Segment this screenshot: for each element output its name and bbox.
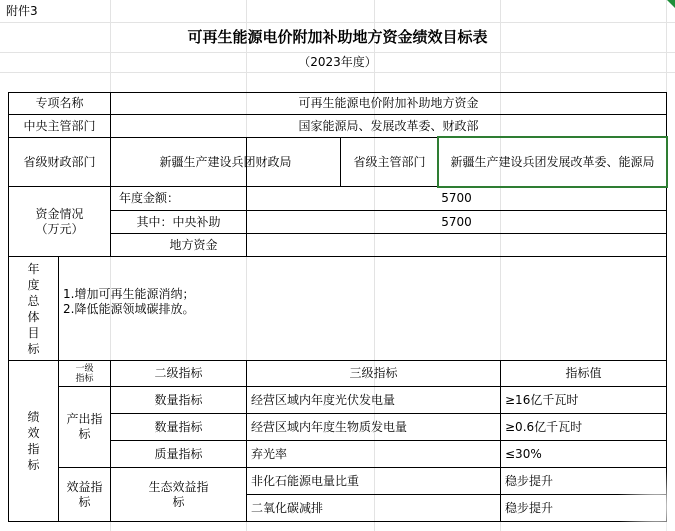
annual-goal-line: 2.降低能源领域碳排放。 xyxy=(63,302,195,316)
image-glare-overlay xyxy=(615,470,675,531)
page-title: 可再生能源电价附加补助地方资金绩效目标表 xyxy=(187,27,488,46)
provincial-finance-value[interactable]: 新疆生产建设兵团财政局 xyxy=(159,154,292,169)
group-output-label: 产出指标 xyxy=(66,412,103,441)
funds-local-value[interactable] xyxy=(247,234,666,256)
table-border xyxy=(8,521,667,522)
row-level2: 数量指标 xyxy=(154,392,203,407)
provincial-dept-label: 省级主管部门 xyxy=(353,154,426,169)
gridline xyxy=(0,72,675,73)
year-label: （2023年度） xyxy=(298,54,377,69)
annual-goals-content[interactable] xyxy=(59,257,666,360)
header-level3: 三级指标 xyxy=(349,366,398,380)
row-value[interactable]: 稳步提升 xyxy=(505,473,554,488)
row-level3[interactable]: 弃光率 xyxy=(251,446,288,461)
row-level3[interactable]: 非化石能源电量比重 xyxy=(251,473,360,488)
row-value[interactable]: ≥16亿千瓦时 xyxy=(505,392,579,407)
funds-label: 资金情况（万元） xyxy=(35,206,84,236)
group-benefit-level2: 生态效益指标 xyxy=(148,479,209,509)
provincial-finance-label: 省级财政部门 xyxy=(23,154,96,169)
header-value: 指标值 xyxy=(565,366,602,380)
funds-central-label: 其中：中央补助 xyxy=(136,214,221,229)
project-name-value[interactable]: 可再生能源电价附加补助地方资金 xyxy=(298,96,479,110)
funds-local-label: 地方资金 xyxy=(169,237,218,252)
annual-goal-line: 1.增加可再生能源消纳； xyxy=(63,287,195,301)
row-level3[interactable]: 经营区域内年度生物质发电量 xyxy=(251,419,408,434)
row-level3[interactable]: 经营区域内年度光伏发电量 xyxy=(251,392,396,407)
annual-goals-label: 年度总体目标 xyxy=(27,261,40,356)
row-level3[interactable]: 二氧化碳减排 xyxy=(251,500,324,515)
group-benefit-label: 效益指标 xyxy=(66,479,103,509)
sheet-corner-marker xyxy=(667,0,675,8)
row-level2: 质量指标 xyxy=(154,446,203,461)
attachment-label: 附件3 xyxy=(6,3,38,18)
row-value[interactable]: ≥0.6亿千瓦时 xyxy=(505,419,583,434)
selected-cell-highlight[interactable] xyxy=(437,136,668,188)
header-level2: 二级指标 xyxy=(154,366,203,380)
performance-label: 绩效指标 xyxy=(27,410,40,472)
provincial-dept-value[interactable]: 新疆生产建设兵团发展改革委、能源局 xyxy=(450,154,655,169)
funds-annual-label: 年度金额： xyxy=(119,191,180,205)
funds-annual-value[interactable]: 5700 xyxy=(441,191,472,205)
row-value[interactable]: 稳步提升 xyxy=(505,500,554,515)
central-dept-value[interactable]: 国家能源局、发展改革委、财政部 xyxy=(298,118,479,133)
central-dept-label: 中央主管部门 xyxy=(23,118,96,133)
row-level2: 数量指标 xyxy=(154,419,203,434)
funds-central-value[interactable]: 5700 xyxy=(441,214,472,229)
row-value[interactable]: ≤30% xyxy=(505,446,542,461)
header-level1: 一级指标 xyxy=(75,363,94,384)
project-name-label: 专项名称 xyxy=(35,96,84,110)
